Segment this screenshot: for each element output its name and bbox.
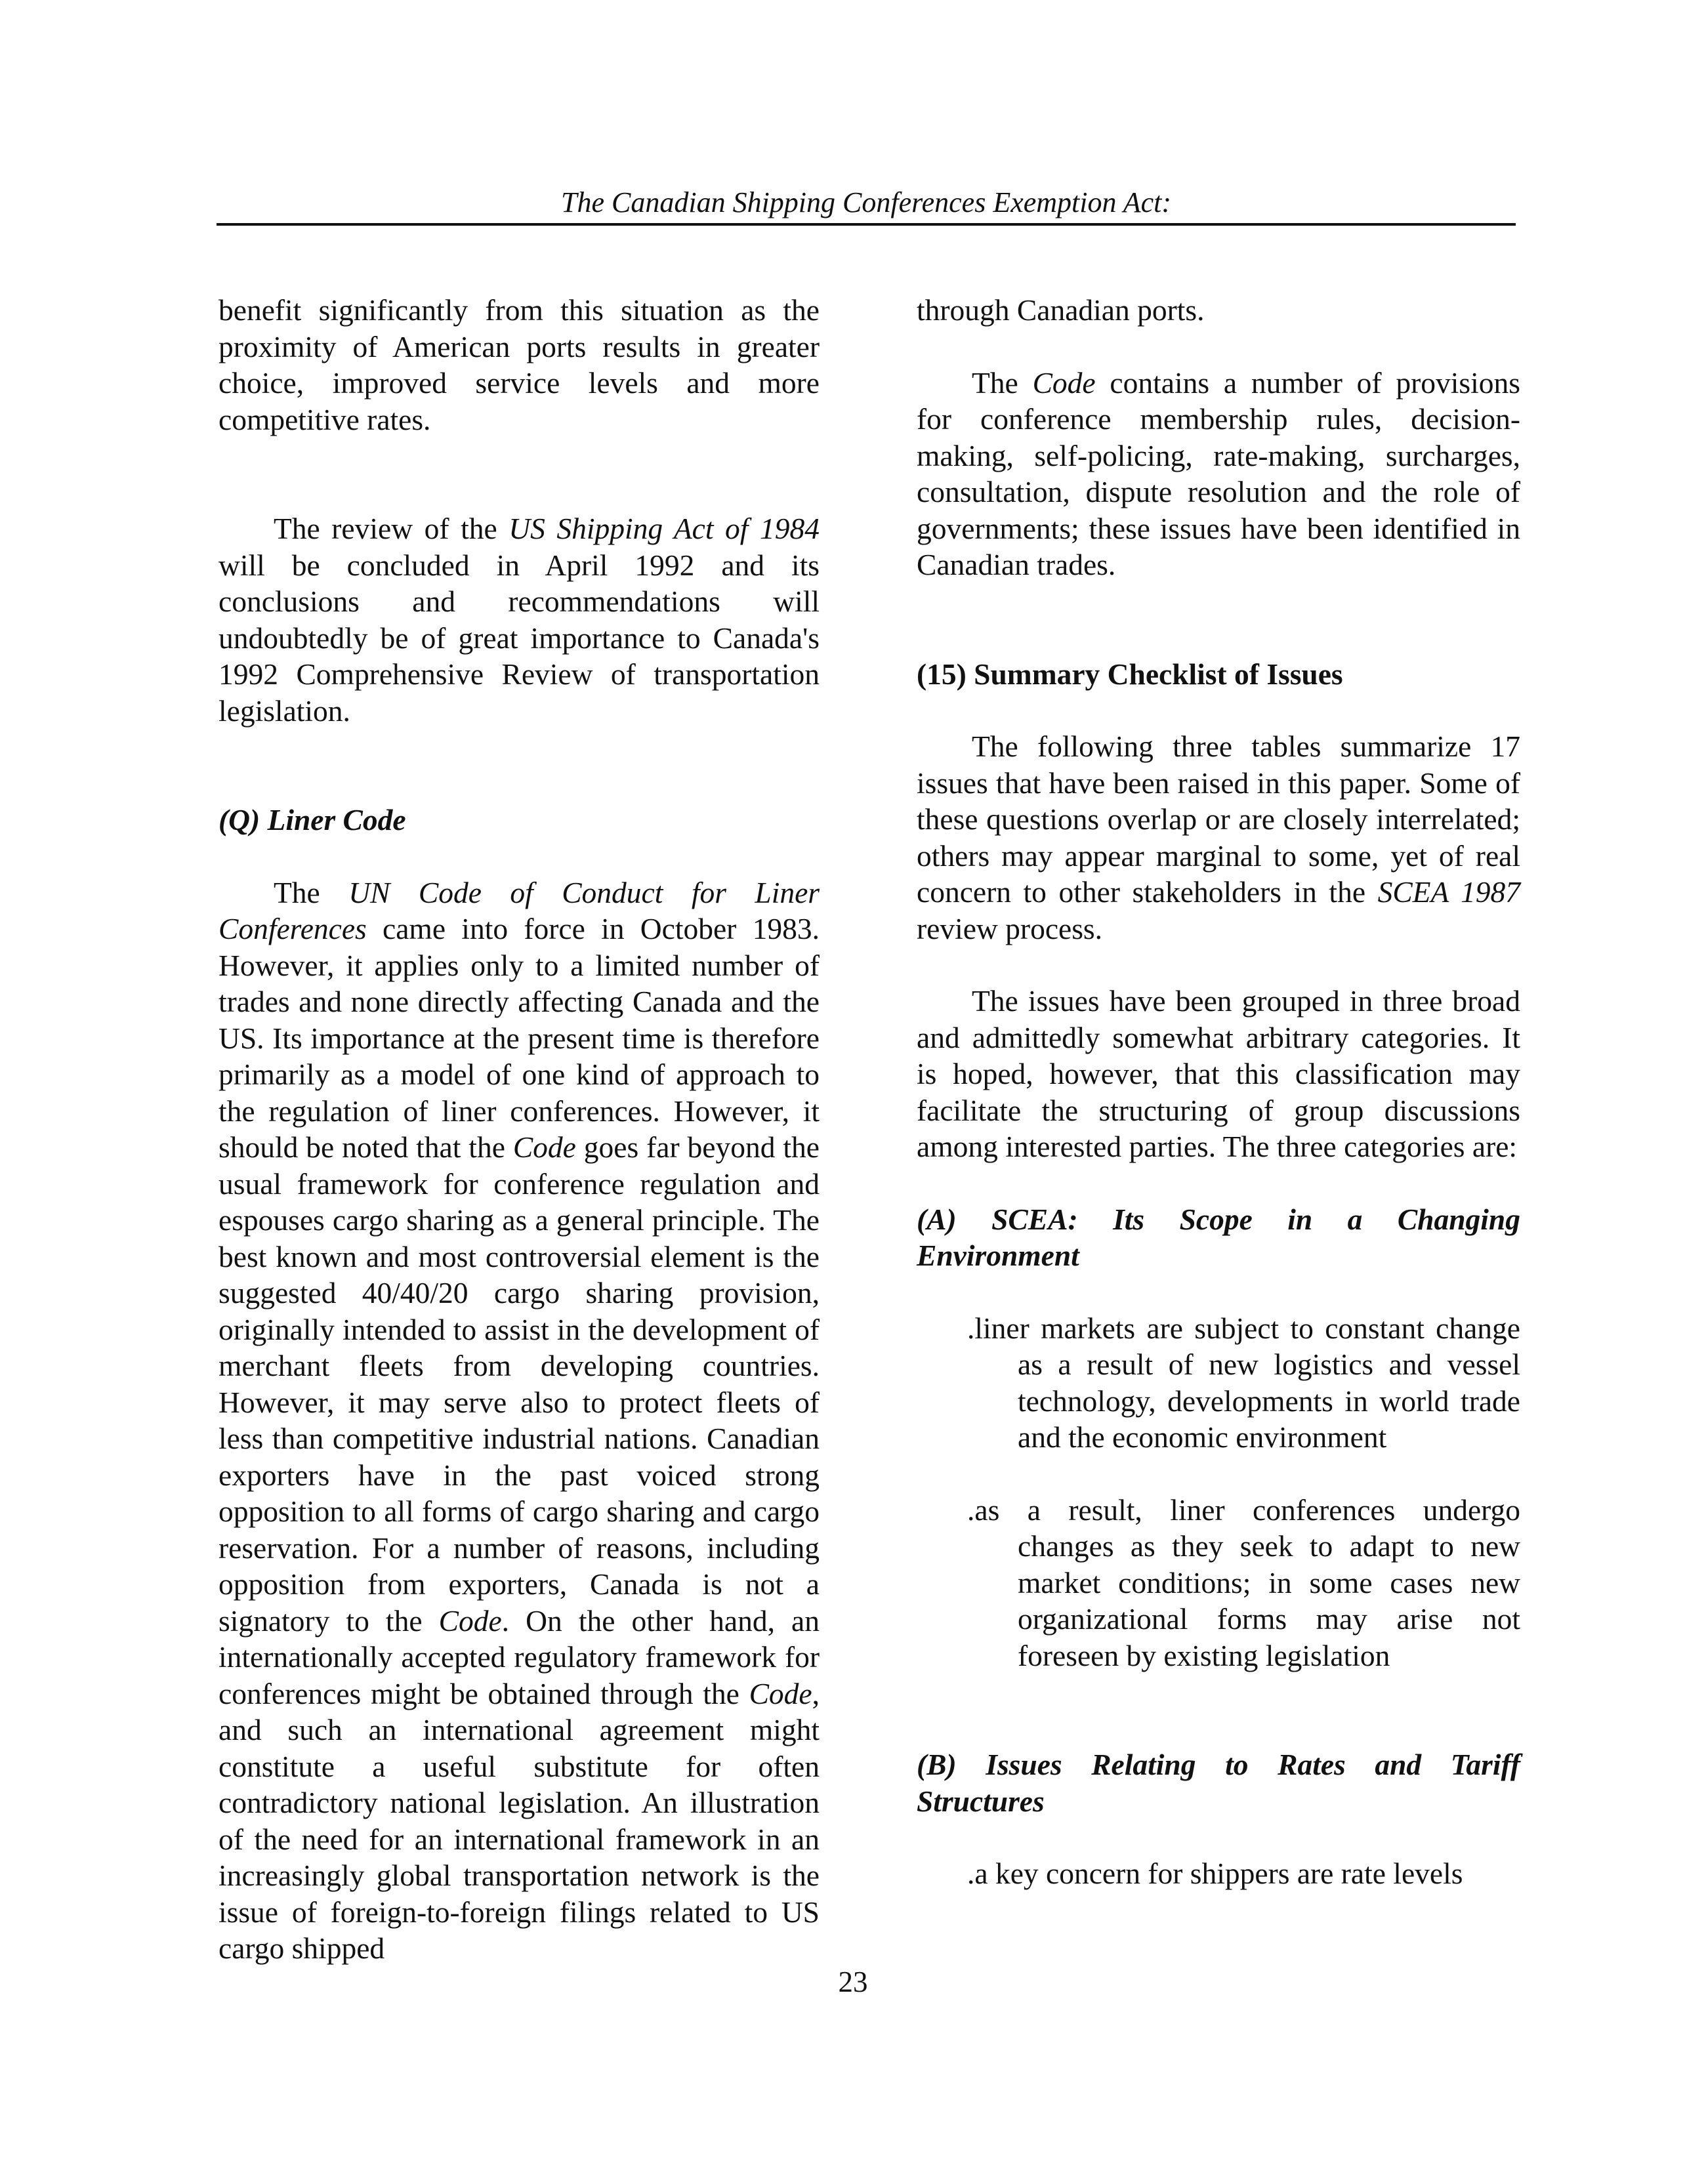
title-code: Code	[749, 1676, 812, 1710]
left-column	[218, 292, 820, 1967]
heading-category-a: (A) SCEA: Its Scope in a Changing Environment	[917, 1202, 1520, 1272]
text-run: The	[972, 365, 1033, 400]
text-run: The	[274, 875, 349, 909]
text-run: contains a number of provisions for conference membership rules, decision-making, self-policing, rate-making, surcharges, consultation, dispute resolution and the role of governments; these issues have been identified in Canadian trades.	[917, 365, 1520, 581]
title-code: Code	[512, 1130, 576, 1164]
title-code: Code	[438, 1603, 502, 1638]
header-rule	[217, 223, 1516, 226]
bullet-conference-changes: .as a result, liner conferences undergo changes as they seek to adapt to new market conditions; in some cases new organizational forms may arise not foreseen by existing legislation	[967, 1493, 1520, 1672]
text-run: goes far beyond the usual framework for conference regulation and espouses cargo sharing as a general principle. The best known and most controversial element is the suggested 40/40/20 cargo sharing provision, originally intended to assist in the development of merchant fleets from developing countries. However, it may serve also to protect fleets of less than competitive industrial nations. Canadian exporters have in the past voiced strong opposition to all forms of cargo sharing and cargo reservation. For a number of reasons, including opposition from exporters, Canada is not a signatory to the	[218, 1130, 820, 1638]
paragraph-code-provisions	[917, 365, 1520, 583]
paragraph-benefit: benefit significantly from this situation as the proximity of American ports results in greater choice, improved service levels and more competitive rates.	[218, 293, 820, 436]
text-run: . On the other hand, an internationally accepted regulatory framework for conferences might be obtained through the	[218, 1603, 820, 1710]
paragraph-three-tables	[917, 728, 1520, 947]
text-run: review process.	[917, 911, 1102, 945]
running-header: The Canadian Shipping Conferences Exemption Act:	[561, 186, 1171, 218]
text-run: will be concluded in April 1992 and its conclusions and recommendations will undoubtedly be of great importance to Canada's 1992 Comprehensive Review of transportation legislation.	[218, 548, 820, 728]
text-run: The review of the	[274, 512, 509, 545]
title-un-code: UN Code of Conduct for Liner Conferences	[218, 875, 820, 945]
title-code: Code	[1032, 365, 1096, 400]
page-number: 23	[838, 1966, 868, 1998]
text-run: , and such an international agreement might constitute a useful substitute for often contradictory national legislation. An illustration of the need for an international framework in an increasingly global transportation network is the issue of foreign-to-foreign filings related to US cargo shipped	[218, 1676, 820, 1965]
title-us-shipping-act: US Shipping Act of 1984	[509, 512, 820, 545]
paragraph-un-code	[218, 875, 820, 1967]
paragraph-through-canadian-ports: through Canadian ports.	[917, 293, 1205, 327]
heading-liner-code: (Q) Liner Code	[218, 803, 406, 836]
paragraph-issue-categories: The issues have been grouped in three broad and admittedly somewhat arbitrary categories. It is hoped, however, that this classification may facilitate the structuring of group discussions among interested parties. The three categories are:	[917, 984, 1520, 1163]
text-run: came into force in October 1983. However, it applies only to a limited number of trades and none directly affecting Canada and the US. Its importance at the present time is therefore primarily as a model of one kind of approach to the regulation of liner conferences. However, it should be noted that the	[218, 912, 820, 1164]
heading-category-b: (B) Issues Relating to Rates and Tariff Structures	[917, 1748, 1520, 1818]
paragraph-us-shipping-act-review	[218, 510, 820, 729]
text-run: The following three tables summarize 17 issues that have been raised in this paper. Some of these questions overlap or are closely interrelated; others may appear marginal to some, yet of real concern to other stakeholders in the	[917, 730, 1520, 909]
title-scea-1987: SCEA 1987	[1377, 875, 1520, 909]
heading-summary-checklist: (15) Summary Checklist of Issues	[917, 657, 1343, 691]
right-column	[917, 292, 1520, 1892]
bullet-liner-markets: .liner markets are subject to constant change as a result of new logistics and vessel technology, developments in world trade and the economic environment	[967, 1311, 1520, 1454]
bullet-rate-levels: .a key concern for shippers are rate levels	[967, 1857, 1463, 1890]
